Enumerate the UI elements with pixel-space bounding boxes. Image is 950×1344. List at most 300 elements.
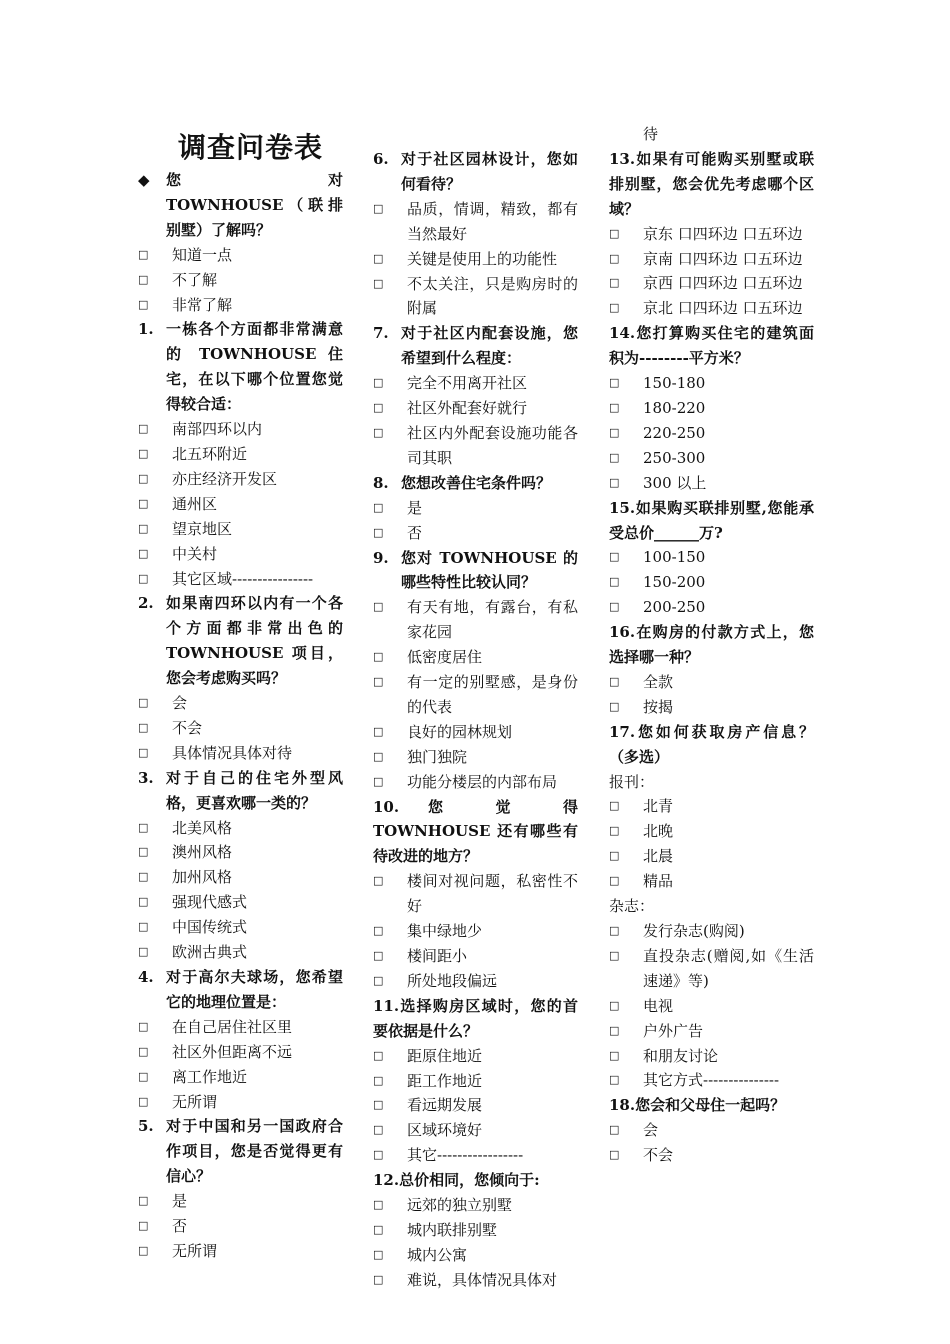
checkbox-icon[interactable]: □ [609, 1048, 620, 1062]
page-title: 调查问卷表 [177, 131, 323, 164]
checkbox-option[interactable] [373, 770, 578, 795]
question-1 [138, 317, 343, 417]
checkbox-icon[interactable]: □ [373, 600, 384, 614]
checkbox-option[interactable] [373, 197, 578, 247]
checkbox-option[interactable] [609, 247, 814, 272]
checkbox-icon[interactable]: □ [138, 571, 149, 585]
checkbox-icon[interactable]: □ [609, 924, 620, 937]
option-label: 远郊的独立别墅 [407, 1196, 513, 1215]
checkbox-option[interactable] [373, 1069, 578, 1094]
checkbox-option[interactable] [373, 969, 578, 994]
checkbox-icon[interactable]: □ [138, 920, 149, 934]
checkbox-icon[interactable]: □ [138, 895, 149, 909]
option-label: 是 [172, 1192, 188, 1211]
q6-options [373, 197, 578, 322]
option-label: 功能分楼层的内部布局 [407, 772, 558, 791]
question-9 [373, 546, 578, 596]
option-label: 其它区域---------------- [172, 569, 314, 588]
checkbox-icon[interactable]: □ [609, 301, 620, 315]
checkbox-icon[interactable]: □ [373, 376, 384, 390]
question-17: 17.您如何获取房产信息？（多选） [609, 722, 814, 766]
checkbox-icon[interactable]: □ [373, 276, 384, 290]
checkbox-icon[interactable]: □ [609, 874, 620, 888]
checkbox-icon[interactable]: □ [373, 1198, 384, 1212]
checkbox-option[interactable] [138, 1189, 343, 1214]
checkbox-icon[interactable]: □ [138, 422, 149, 436]
q2-options [138, 691, 343, 766]
q4-options [138, 1015, 343, 1115]
checkbox-icon[interactable]: □ [138, 945, 149, 959]
checkbox-icon[interactable]: □ [609, 948, 620, 962]
question-3 [138, 766, 343, 816]
option-label: 有一定的别墅感，是身份的代表 [407, 673, 578, 716]
checkbox-option[interactable] [138, 417, 343, 442]
checkbox-icon[interactable]: □ [373, 724, 384, 738]
checkbox-option[interactable] [138, 567, 343, 592]
question-10: 10. 您 觉 得 TOWNHOUSE 还有哪些有待改进的地方？ [373, 797, 578, 866]
q14-options [609, 371, 814, 496]
checkbox-icon[interactable]: □ [609, 674, 620, 688]
question-text: 对于高尔夫球场，您希望它的地理位置是： [166, 968, 343, 1011]
checkbox-option[interactable] [373, 720, 578, 745]
option-label: 城内公寓 [407, 1245, 468, 1264]
checkbox-option[interactable] [609, 271, 814, 296]
checkbox-option[interactable] [373, 869, 578, 919]
checkbox-icon[interactable]: □ [138, 845, 149, 859]
option-label: 通州区 [172, 494, 218, 513]
checkbox-option[interactable] [373, 919, 578, 944]
checkbox-icon[interactable]: □ [609, 699, 620, 713]
checkbox-icon[interactable]: □ [373, 774, 384, 788]
checkbox-icon[interactable]: □ [138, 1219, 149, 1233]
checkbox-option[interactable] [373, 1118, 578, 1143]
checkbox-option[interactable] [373, 371, 578, 396]
checkbox-icon[interactable]: □ [138, 496, 149, 510]
checkbox-option[interactable] [609, 296, 814, 321]
checkbox-icon[interactable]: □ [373, 1222, 384, 1236]
option-label: 完全不用离开社区 [407, 374, 528, 393]
question-text: 对于自己的住宅外型风格，更喜欢哪一类的？ [166, 768, 343, 812]
question-number: 3. [138, 768, 154, 787]
q7-options [373, 371, 578, 471]
q12-options [373, 1193, 578, 1293]
checkbox-option[interactable] [609, 545, 814, 570]
checkbox-option[interactable] [138, 716, 343, 741]
option-label: 中关村 [172, 544, 218, 563]
checkbox-icon[interactable]: □ [373, 401, 384, 415]
checkbox-icon[interactable]: □ [373, 525, 384, 539]
option-label: 区域环境好 [407, 1121, 483, 1140]
checkbox-icon[interactable]: □ [138, 471, 149, 485]
option-label: 楼间距小 [407, 947, 468, 965]
checkbox-option[interactable] [138, 915, 343, 940]
q17-newspaper-options [609, 794, 814, 894]
checkbox-icon[interactable]: □ [609, 824, 620, 838]
option-label: 北青 [643, 797, 674, 816]
question-16: 16.在购房的付款方式上，您选择哪一种？ [609, 623, 814, 667]
option-label: 发行杂志(购阅) [643, 922, 745, 940]
checkbox-option[interactable] [138, 517, 343, 542]
checkbox-option[interactable] [609, 944, 814, 994]
checkbox-option[interactable] [609, 695, 814, 720]
checkbox-icon[interactable]: □ [609, 276, 620, 290]
q16-options [609, 670, 814, 720]
checkbox-option[interactable] [138, 542, 343, 567]
q10-options [373, 869, 578, 994]
option-label: 所处地段偏远 [407, 971, 498, 990]
checkbox-option[interactable] [373, 1044, 578, 1069]
question-7 [373, 321, 578, 371]
option-label: 不会 [172, 718, 203, 737]
checkbox-icon[interactable]: □ [138, 720, 149, 734]
option-label: 北美风格 [172, 818, 233, 837]
option-label: 看远期发展 [407, 1096, 483, 1115]
checkbox-icon[interactable]: □ [609, 376, 620, 390]
checkbox-option[interactable] [373, 645, 578, 670]
checkbox-icon[interactable]: □ [138, 1243, 149, 1257]
checkbox-option[interactable] [138, 268, 343, 293]
checkbox-option[interactable] [373, 1093, 578, 1118]
checkbox-option[interactable] [138, 865, 343, 890]
checkbox-icon[interactable]: □ [138, 546, 149, 560]
checkbox-option[interactable] [138, 1040, 343, 1065]
option-label: 会 [643, 1121, 659, 1140]
checkbox-option[interactable] [138, 1239, 343, 1264]
checkbox-option[interactable] [609, 396, 814, 421]
question-6 [373, 147, 578, 197]
question-13: 13.如果有可能购买别墅或联排别墅，您会优先考虑哪个区域？ [609, 149, 814, 218]
checkbox-option[interactable] [138, 940, 343, 965]
option-label: 南部四环以内 [172, 420, 263, 439]
checkbox-icon[interactable]: □ [138, 820, 149, 834]
q3-options [138, 816, 343, 965]
checkbox-icon[interactable]: □ [609, 1148, 620, 1162]
option-label: 否 [407, 523, 423, 542]
question-number: 8. [373, 473, 389, 492]
question-number: 1. [138, 320, 154, 339]
checkbox-option[interactable] [373, 421, 578, 471]
checkbox-icon[interactable]: □ [609, 1123, 620, 1137]
option-label: 户外广告 [643, 1021, 704, 1040]
question-number: 2. [138, 594, 154, 613]
option-label: 品质，情调，精致，都有当然最好 [407, 199, 578, 243]
intro-question [138, 168, 359, 243]
option-label: 望京地区 [172, 519, 233, 538]
checkbox-icon[interactable]: □ [373, 675, 384, 689]
option-label: 良好的园林规划 [407, 722, 513, 741]
question-14: 14.您打算购买住宅的建筑面积为--------平方米？ [609, 324, 814, 368]
q18-options [609, 1118, 814, 1168]
checkbox-option[interactable] [138, 1015, 343, 1040]
option-label: 220-250 [643, 423, 706, 442]
option-label: 按揭 [643, 697, 674, 716]
checkbox-option[interactable] [609, 222, 814, 247]
option-label: 250-300 [643, 448, 706, 467]
checkbox-icon[interactable]: □ [138, 1044, 149, 1058]
question-text: 您对 TOWNHOUSE 的哪些特性比较认同？ [401, 548, 578, 592]
checkbox-option[interactable] [609, 844, 814, 869]
checkbox-option[interactable] [138, 293, 343, 318]
checkbox-option[interactable] [373, 272, 578, 322]
option-label: 低密度居住 [407, 648, 483, 667]
checkbox-icon[interactable]: □ [373, 1272, 384, 1286]
question-text: 对于中国和另一国政府合作项目，您是否觉得更有信心？ [166, 1117, 343, 1186]
checkbox-option[interactable] [609, 794, 814, 819]
option-label: 社区内外配套设施功能各司其职 [407, 423, 578, 467]
checkbox-option[interactable] [609, 1143, 814, 1168]
checkbox-option[interactable] [373, 1143, 578, 1168]
checkbox-icon[interactable]: □ [138, 521, 149, 535]
question-12: 12.总价相同，您倾向于: [373, 1171, 540, 1190]
checkbox-option[interactable] [373, 595, 578, 645]
option-label: 离工作地近 [172, 1067, 248, 1086]
checkbox-option[interactable] [373, 521, 578, 546]
option-label: 不了解 [172, 270, 218, 289]
option-label: 京东 口四环边 口五环边 [643, 224, 803, 243]
question-text: 一栋各个方面都非常满意的 TOWNHOUSE 住宅，在以下哪个位置您觉得较合适： [166, 320, 343, 414]
checkbox-option[interactable] [373, 670, 578, 720]
checkbox-option[interactable] [609, 1044, 814, 1069]
option-label: 其它----------------- [407, 1146, 524, 1165]
checkbox-option[interactable] [609, 1068, 814, 1093]
option-label: 无所谓 [172, 1241, 218, 1260]
checkbox-option[interactable] [138, 840, 343, 865]
checkbox-icon[interactable]: □ [609, 600, 620, 614]
option-label: 北五环附近 [172, 444, 248, 463]
checkbox-option[interactable] [138, 741, 343, 766]
q13-options [609, 222, 814, 322]
question-text: 您想改善住宅条件吗？ [401, 473, 552, 492]
checkbox-icon[interactable]: □ [373, 949, 384, 962]
checkbox-icon[interactable]: □ [138, 272, 149, 286]
checkbox-icon[interactable]: □ [609, 1073, 620, 1087]
question-text: 对于社区内配套设施，您希望到什么程度： [401, 324, 578, 368]
option-label: 和朋友讨论 [643, 1046, 719, 1065]
checkbox-option[interactable] [609, 919, 814, 944]
checkbox-option[interactable] [609, 471, 814, 496]
checkbox-icon[interactable]: □ [138, 247, 149, 261]
q1-options [138, 417, 343, 591]
checkbox-icon[interactable]: □ [609, 400, 620, 414]
checkbox-icon[interactable]: □ [138, 1094, 149, 1108]
option-label: 北晚 [643, 822, 674, 841]
q11-options [373, 1044, 578, 1169]
checkbox-icon[interactable]: □ [609, 226, 620, 240]
checkbox-option[interactable] [138, 691, 343, 716]
option-label: 关键是使用上的功能性 [407, 249, 558, 268]
checkbox-icon[interactable]: □ [609, 425, 620, 439]
option-label: 距工作地近 [407, 1071, 483, 1090]
checkbox-option[interactable] [609, 446, 814, 471]
option-label: 社区外配套好就行 [407, 399, 528, 418]
checkbox-icon[interactable]: □ [609, 1023, 620, 1037]
diamond-bullet-icon: ◆ [138, 171, 150, 189]
option-label: 加州风格 [172, 868, 233, 887]
option-label: 欧洲古典式 [172, 943, 248, 962]
checkbox-option[interactable] [373, 1268, 578, 1293]
option-label: 京西 口四环边 口五环边 [643, 274, 803, 293]
checkbox-option[interactable] [609, 595, 814, 620]
checkbox-icon[interactable]: □ [609, 998, 620, 1012]
checkbox-option[interactable] [609, 570, 814, 595]
option-label: 直投杂志(赠阅,如《生活速递》等) [643, 946, 814, 990]
option-label: 在自己居住社区里 [172, 1017, 293, 1036]
option-label: 是 [407, 498, 423, 517]
option-label: 楼间对视问题，私密性不好 [407, 872, 578, 916]
option-label: 知道一点 [172, 245, 233, 264]
checkbox-icon[interactable]: □ [373, 924, 384, 938]
checkbox-option[interactable] [609, 869, 814, 894]
option-label: 300 以上 [643, 473, 707, 492]
option-label: 无所谓 [172, 1092, 218, 1111]
checkbox-icon[interactable]: □ [609, 575, 620, 589]
checkbox-icon[interactable]: □ [373, 650, 384, 664]
checkbox-option[interactable] [373, 1243, 578, 1268]
intro-options [138, 243, 343, 318]
checkbox-icon[interactable]: □ [373, 251, 384, 265]
checkbox-icon[interactable]: □ [138, 1194, 149, 1208]
question-18: 18.您会和父母住一起吗？ [609, 1096, 786, 1115]
checkbox-icon[interactable]: □ [138, 297, 149, 311]
option-label: 200-250 [643, 598, 706, 617]
option-label: 具体情况具体对待 [172, 743, 293, 762]
checkbox-option[interactable] [609, 1019, 814, 1044]
checkbox-option[interactable] [373, 247, 578, 272]
checkbox-option[interactable] [373, 496, 578, 521]
checkbox-option[interactable] [609, 994, 814, 1019]
question-2 [138, 591, 343, 691]
question-text: 如果南四环以内有一个各个方面都非常出色的 TOWNHOUSE 项目，您会考虑购买吗？ [166, 594, 343, 688]
checkbox-option[interactable] [609, 421, 814, 446]
question-text: 对于社区园林设计，您如何看待？ [401, 150, 578, 193]
checkbox-icon[interactable]: □ [373, 1073, 384, 1087]
option-label: 亦庄经济开发区 [172, 469, 278, 488]
option-label: 独门独院 [407, 747, 468, 766]
q5-options [138, 1189, 343, 1264]
question-number: 5. [138, 1117, 154, 1136]
checkbox-option[interactable] [138, 1065, 343, 1090]
checkbox-icon[interactable]: □ [138, 870, 149, 884]
checkbox-option[interactable] [138, 442, 343, 467]
checkbox-option[interactable] [138, 816, 343, 841]
column-3 [609, 122, 814, 1168]
option-label: 精品 [643, 872, 674, 891]
option-label: 难说，具体情况具体对 [407, 1270, 558, 1289]
checkbox-icon[interactable]: □ [609, 450, 620, 464]
checkbox-icon[interactable]: □ [609, 849, 620, 863]
checkbox-option[interactable] [373, 944, 578, 969]
checkbox-icon[interactable]: □ [373, 1148, 384, 1162]
option-label: 有天有地，有露台，有私家花园 [407, 598, 578, 642]
option-label: 社区外但距离不远 [172, 1042, 293, 1061]
q17-media-options [609, 919, 814, 1093]
option-label: 150-180 [643, 374, 706, 393]
checkbox-icon[interactable]: □ [609, 475, 620, 489]
option-label: 中国传统式 [172, 918, 248, 937]
checkbox-icon[interactable]: □ [373, 201, 384, 215]
checkbox-option[interactable] [373, 1193, 578, 1218]
question-number: 6. [373, 150, 389, 168]
question-number: 4. [138, 968, 154, 986]
checkbox-icon[interactable]: □ [373, 1123, 384, 1137]
checkbox-icon[interactable]: □ [609, 251, 620, 265]
checkbox-icon[interactable]: □ [373, 973, 384, 987]
checkbox-option[interactable] [138, 1090, 343, 1115]
option-label: 澳州风格 [172, 843, 233, 862]
option-label: 不会 [643, 1146, 674, 1165]
question-15: 15.如果购买联排别墅,您能承受总价______万? [609, 498, 814, 542]
checkbox-icon[interactable]: □ [373, 500, 384, 514]
column-1 [138, 120, 359, 1264]
checkbox-icon[interactable]: □ [138, 745, 149, 759]
checkbox-option[interactable] [138, 467, 343, 492]
checkbox-option[interactable] [373, 745, 578, 770]
checkbox-icon[interactable]: □ [373, 1048, 384, 1062]
checkbox-icon[interactable]: □ [609, 799, 620, 813]
checkbox-option[interactable] [373, 1218, 578, 1243]
checkbox-option[interactable] [609, 670, 814, 695]
option-label: 京北 口四环边 口五环边 [643, 299, 803, 318]
checkbox-option[interactable] [373, 396, 578, 421]
option-label: 距原住地近 [407, 1046, 483, 1065]
option-label: 不太关注，只是购房时的附属 [407, 274, 578, 318]
checkbox-option[interactable] [609, 371, 814, 396]
checkbox-icon[interactable]: □ [373, 749, 384, 763]
checkbox-option[interactable] [138, 492, 343, 517]
question-4 [138, 965, 343, 1015]
checkbox-option[interactable] [609, 1118, 814, 1143]
question-number: 7. [373, 324, 389, 343]
checkbox-icon[interactable]: □ [138, 696, 149, 710]
option-label: 非常了解 [172, 295, 233, 314]
checkbox-option[interactable] [609, 819, 814, 844]
option-label: 180-220 [643, 398, 706, 417]
carry-over-text: 待 [643, 125, 659, 143]
question-11: 11.选择购房区域时，您的首要依据是什么？ [373, 996, 578, 1040]
checkbox-icon[interactable]: □ [373, 874, 384, 888]
checkbox-icon[interactable]: □ [138, 1019, 149, 1033]
option-label: 否 [172, 1217, 188, 1236]
checkbox-icon[interactable]: □ [373, 1098, 384, 1112]
q15-options [609, 545, 814, 620]
option-label: 100-150 [643, 548, 706, 567]
option-label: 会 [172, 694, 188, 713]
checkbox-icon[interactable]: □ [138, 446, 149, 460]
column-2 [373, 147, 578, 1293]
question-5 [138, 1114, 343, 1189]
option-label: 城内联排别墅 [407, 1220, 498, 1239]
checkbox-option[interactable] [138, 890, 343, 915]
checkbox-option[interactable] [138, 1214, 343, 1239]
checkbox-icon[interactable]: □ [373, 425, 384, 439]
checkbox-icon[interactable]: □ [373, 1247, 384, 1261]
option-label: 150-200 [643, 573, 706, 592]
option-label: 北晨 [643, 847, 674, 866]
option-label: 其它方式--------------- [643, 1071, 780, 1090]
option-label: 电视 [643, 996, 674, 1015]
question-number: 9. [373, 548, 389, 567]
q8-options [373, 496, 578, 546]
checkbox-icon[interactable]: □ [138, 1069, 149, 1083]
subheading-newspapers: 报刊： [609, 772, 655, 791]
option-label: 全款 [643, 672, 674, 691]
checkbox-icon[interactable]: □ [609, 550, 620, 564]
checkbox-option[interactable] [138, 243, 343, 268]
subheading-magazines: 杂志： [609, 897, 655, 916]
question-text: 您 对 TOWNHOUSE（联排别墅）了解吗？ [166, 171, 359, 239]
option-label: 强现代感式 [172, 893, 248, 912]
option-label: 京南 口四环边 口五环边 [643, 249, 803, 268]
